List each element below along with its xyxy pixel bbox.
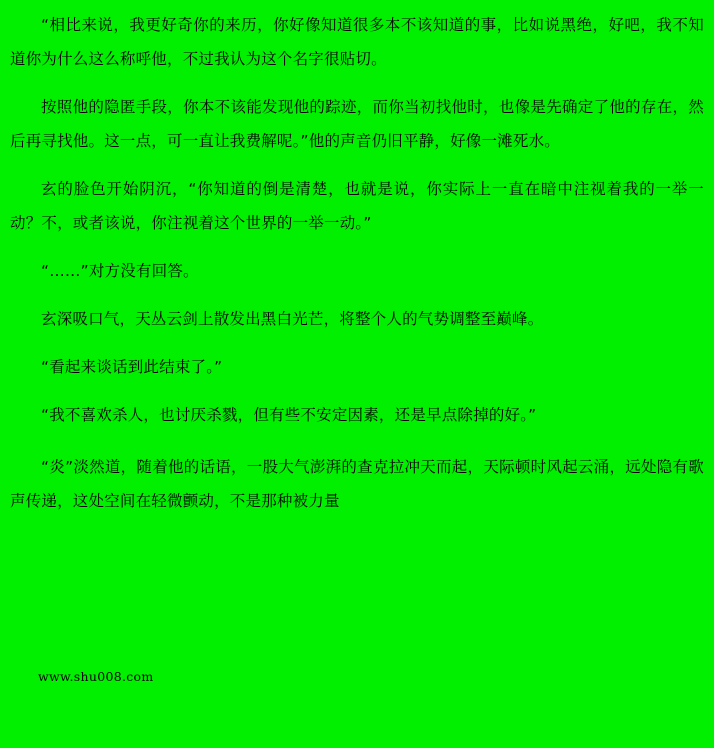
paragraph: “我不喜欢杀人，也讨厌杀戮，但有些不安定因素，还是早点除掉的好。”: [41, 406, 537, 424]
paragraph: 玄的脸色开始阴沉，“你知道的倒是清楚，也就是说，你实际上一直在暗中注视着我的一举一动？不，或者该说，你注视着这个世界的一举一动。”: [10, 180, 704, 232]
paragraph: 玄深吸口气，天丛云剑上散发出黑白光芒，将整个人的气势调整至巅峰。: [41, 310, 544, 328]
paragraph: 按照他的隐匿手段，你本不该能发现他的踪迹，而你当初找他时，也像是先确定了他的存在，然后再寻找他。这一点，可一直让我费解呢。”他的声音仍旧平静，好像一滩死水。: [10, 98, 704, 150]
site-watermark: www.shu008.com: [38, 669, 154, 684]
paragraph: “相比来说，我更好奇你的来历，你好像知道很多本不该知道的事，比如说黑绝，好吧，我不知道你为什么这么称呼他，不过我认为这个名字很贴切。: [10, 16, 704, 68]
paragraph: “看起来谈话到此结束了。”: [41, 358, 223, 376]
paragraph: “……”对方没有回答。: [41, 262, 199, 280]
paragraph: “炎”淡然道，随着他的话语，一股大气澎湃的查克拉冲天而起，天际顿时风起云涌，远处隐有歌声传递，这处空间在轻微颤动，不是那种被力量: [10, 458, 704, 510]
